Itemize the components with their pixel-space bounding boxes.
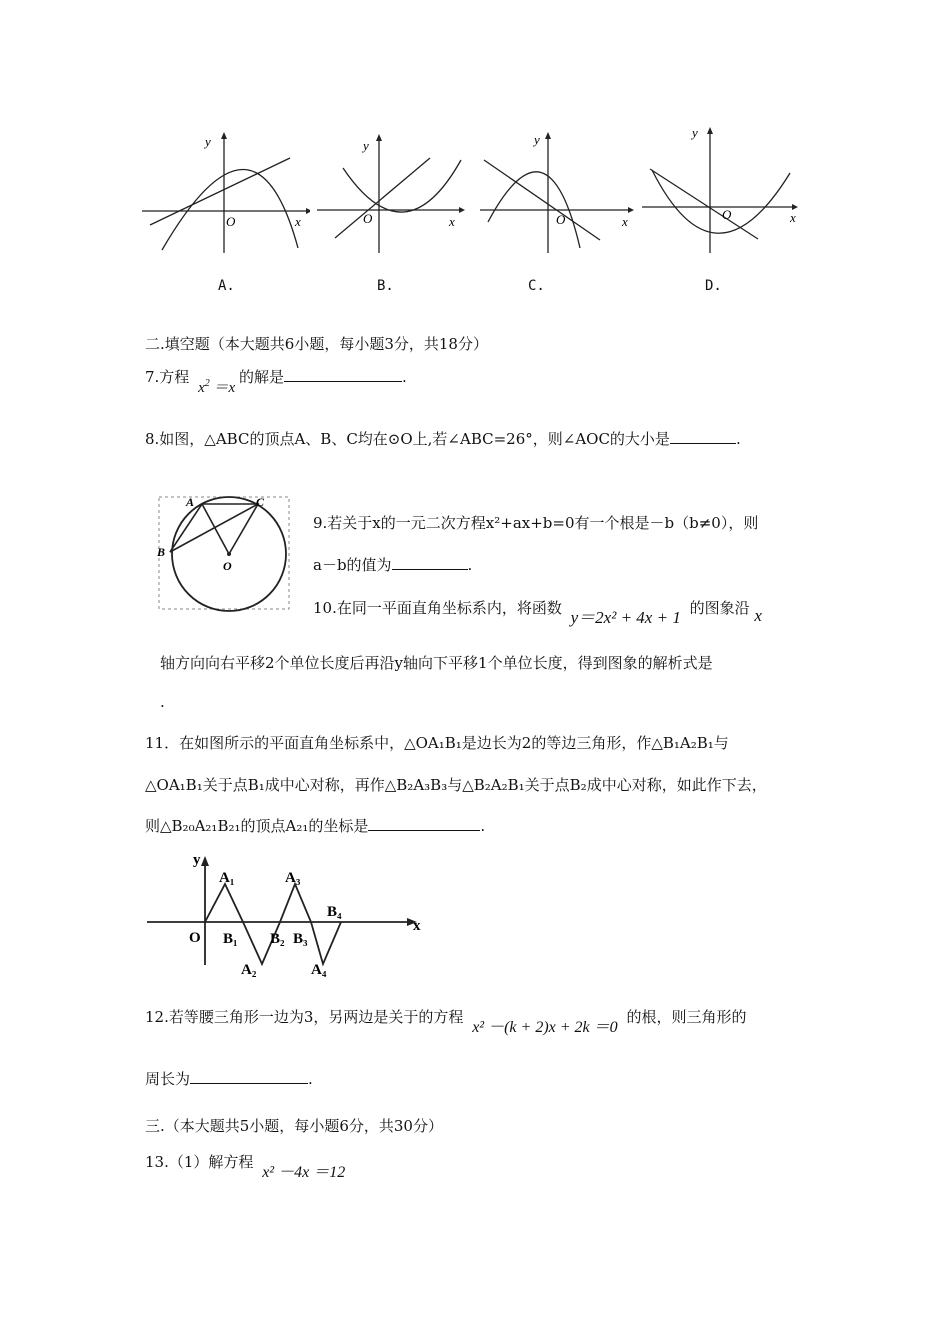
graph-b-y: y xyxy=(363,138,369,153)
q8-end: . xyxy=(735,430,741,448)
zig-a2: A₂ xyxy=(241,962,257,978)
q7-eq-base: x xyxy=(198,380,205,396)
graph-a-x: x xyxy=(295,214,301,229)
graph-c-y: y xyxy=(534,132,540,147)
graph-b-x: x xyxy=(449,214,455,229)
q10-formula: y＝2x² + 4x + 1 xyxy=(570,608,681,627)
q11-line3 xyxy=(145,815,485,836)
q12-line2 xyxy=(145,1068,313,1089)
q9-line1: 9.若关于x的一元二次方程x²+ax+b=0有一个根是－b（b≠0），则 xyxy=(313,514,759,532)
q12-end: . xyxy=(308,1070,313,1088)
section2-heading: 二.填空题（本大题共6小题，每小题3分，共18分） xyxy=(145,335,488,353)
zigzag-figure xyxy=(145,850,435,980)
q12-line2-prefix: 周长为 xyxy=(145,1070,191,1088)
q12-suffix: 的根，则三角形的 xyxy=(626,1008,747,1026)
q8 xyxy=(145,428,741,449)
q12-prefix: 12.若等腰三角形一边为3，另两边是关于的方程 xyxy=(145,1008,464,1026)
graph-label-d: D. xyxy=(705,278,722,294)
zig-y: y xyxy=(193,852,201,868)
q13-formula: x² －4x ＝12 xyxy=(262,1164,346,1181)
q7 xyxy=(145,366,407,396)
q9-line2 xyxy=(313,554,472,575)
zig-a3: A₃ xyxy=(285,870,301,886)
q7-eq-rhs: ＝x xyxy=(213,380,236,396)
q12-formula: x² －(k + 2)x + 2k ＝0 xyxy=(472,1019,618,1036)
q8-answer-blank[interactable] xyxy=(670,429,736,444)
q9-line2-prefix: a－b的值为 xyxy=(313,556,392,574)
q11-answer-blank[interactable] xyxy=(368,816,480,831)
graph-c-x: x xyxy=(622,214,628,229)
graph-d-x: x xyxy=(790,210,796,225)
q10-line2: 轴方向向右平移2个单位长度后再沿y轴向下平移1个单位长度，得到图象的解析式是 xyxy=(160,654,713,672)
circle-label-b: B xyxy=(157,545,166,559)
section3-heading: 三.（本大题共5小题，每小题6分，共30分） xyxy=(145,1117,443,1135)
q9-answer-blank[interactable] xyxy=(392,555,468,570)
graph-a xyxy=(140,130,310,255)
zig-x: x xyxy=(413,918,421,934)
graph-b xyxy=(315,130,465,255)
q12-answer-blank[interactable] xyxy=(190,1069,308,1084)
zig-b4: B₄ xyxy=(327,904,342,920)
graph-label-b: B. xyxy=(377,278,394,294)
q13-prefix: 13.（1）解方程 xyxy=(145,1153,254,1171)
circle-figure xyxy=(156,494,296,614)
zig-b3: B₃ xyxy=(293,931,308,947)
graph-d-o: O xyxy=(722,207,732,222)
q11-line2: △OA₁B₁关于点B₁成中心对称，再作△B₂A₃B₃与△B₂A₂B₁关于点B₂成中心对称，如此作下去， xyxy=(145,776,767,794)
graph-c-o: O xyxy=(556,212,566,227)
circle-label-o: O xyxy=(223,559,232,573)
q12-line1 xyxy=(145,1004,747,1036)
q7-answer-blank[interactable] xyxy=(284,367,402,382)
graph-b-o: O xyxy=(363,211,373,226)
q8-text: 8.如图，△ABC的顶点A、B、C均在⊙O上,若∠ABC=26°，则∠AOC的大小是 xyxy=(145,430,670,448)
graph-a-y: y xyxy=(205,134,211,149)
graph-label-c: C. xyxy=(528,278,545,294)
circle-label-a: A xyxy=(186,495,195,509)
graph-a-o: O xyxy=(226,214,236,229)
q11-end: . xyxy=(480,817,486,835)
zig-b2: B₂ xyxy=(270,931,285,947)
zig-o: O xyxy=(189,930,201,946)
zig-b1: B₁ xyxy=(223,931,238,947)
q13 xyxy=(145,1149,346,1181)
q11-line3-prefix: 则△B₂₀A₂₁B₂₁的顶点A₂₁的坐标是 xyxy=(145,817,369,835)
circle-label-c: C xyxy=(256,495,265,509)
q9-end: . xyxy=(467,556,473,574)
q7-end: . xyxy=(401,368,407,386)
zig-a4: A₄ xyxy=(311,962,327,978)
graph-label-a: A. xyxy=(218,278,235,294)
graph-d-y: y xyxy=(692,125,698,140)
q10-prefix: 10.在同一平面直角坐标系内，将函数 xyxy=(313,599,562,617)
q7-prefix: 7.方程 xyxy=(145,368,190,386)
q10-suffix: 的图象沿 xyxy=(689,599,750,617)
q11-line1: 11．在如图所示的平面直角坐标系中，△OA₁B₁是边长为2的等边三角形，作△B₁A₂B₁与 xyxy=(145,734,729,752)
q10-line1 xyxy=(313,593,762,627)
q10-x: x xyxy=(754,606,762,625)
q7-suffix: 的解是 xyxy=(238,368,284,386)
graph-d xyxy=(640,125,802,255)
zig-a1: A₁ xyxy=(219,870,235,886)
q10-line3: . xyxy=(160,693,165,711)
q7-eq-exp: 2 xyxy=(204,378,210,389)
graph-c xyxy=(478,130,636,255)
